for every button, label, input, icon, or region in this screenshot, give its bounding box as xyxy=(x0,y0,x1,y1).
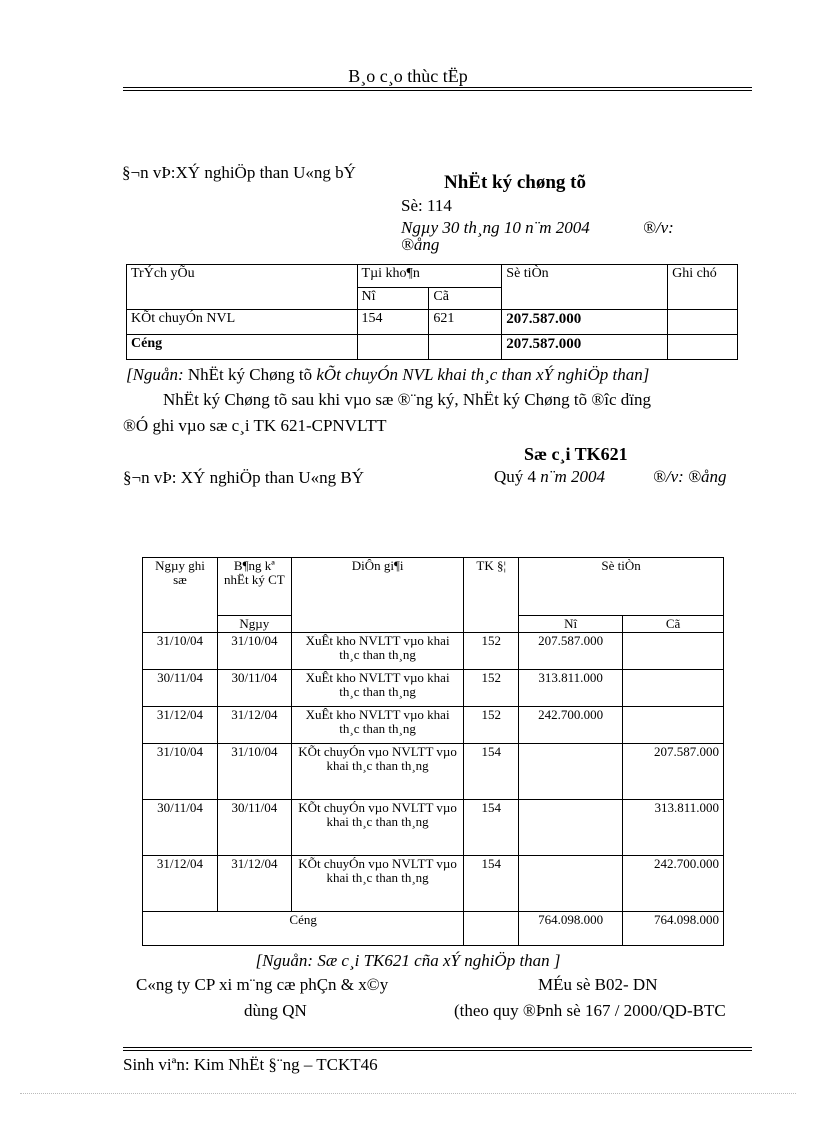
header-debit: Nî xyxy=(357,288,429,310)
footer-rule-top xyxy=(123,1047,752,1048)
currency-unit-2: ®/v: ®ång xyxy=(653,467,727,486)
journal-title: NhËt ký chøng tõ xyxy=(444,172,586,193)
table-row: KÕt chuyÓn NVL 154 621 207.587.000 xyxy=(127,310,738,335)
header-summary: TrÝch yÕu xyxy=(127,265,358,310)
header-credit: Cã xyxy=(429,288,502,310)
header-date: Ngµy ghi sæ xyxy=(143,558,218,633)
unit-label: §¬n vÞ:XÝ nghiÖp than U«ng bÝ xyxy=(122,163,356,182)
currency-unit-cut: ®ång xyxy=(401,235,440,254)
header-amount: Sè tiÒn xyxy=(502,265,668,310)
table-row: Céng 207.587.000 xyxy=(127,335,738,360)
header-rule-top xyxy=(123,87,752,88)
table-row: 30/11/04 30/11/04 KÕt chuyÓn vµo NVLTT vµo khai th¸c than th¸ng 154 313.811.000 xyxy=(143,800,724,856)
footer-rule-bottom xyxy=(123,1050,752,1051)
table-row: 31/12/04 31/12/04 XuÊt kho NVLTT vµo khai th¸c than th¸ng 152 242.700.000 xyxy=(143,707,724,744)
journal-table xyxy=(126,264,738,360)
company-line-1: C«ng ty CP xi m¨ng cæ phÇn & x©y xyxy=(136,975,389,994)
header-debit-2: Nî xyxy=(519,616,623,633)
table-row: 31/10/04 31/10/04 XuÊt kho NVLTT vµo khai th¸c than th¸ng 152 207.587.000 xyxy=(143,633,724,670)
table-total-row: Céng 764.098.000 764.098.000 xyxy=(143,912,724,946)
unit-label-2: §¬n vÞ: XÝ nghiÖp than U«ng BÝ xyxy=(123,468,364,487)
paragraph-line-2: ®Ó ghi vµo sæ c¸i TK 621-CPNVLTT xyxy=(123,416,387,435)
form-code: MÉu sè B02- DN xyxy=(538,975,658,994)
header-desc: DiÔn gi¶i xyxy=(291,558,463,633)
paragraph-line-1: NhËt ký Chøng tõ sau khi vµo sæ ®¨ng ký, NhËt ký Chøng tõ ®îc dïng xyxy=(163,390,652,409)
header-credit-2: Cã xyxy=(623,616,724,633)
table-row: 31/12/04 31/12/04 KÕt chuyÓn vµo NVLTT vµo khai th¸c than th¸ng 154 242.700.000 xyxy=(143,856,724,912)
source-note-2: [Nguån: Sæ c¸i TK621 cña xÝ nghiÖp than ] xyxy=(255,951,561,970)
ledger-table xyxy=(142,557,724,946)
quarter-label: Quý 4 n¨m 2004 xyxy=(494,467,605,486)
header-journal-date: Ngµy xyxy=(217,616,291,633)
header-amount-2: Sè tiÒn xyxy=(519,558,724,616)
table-row: 30/11/04 30/11/04 XuÊt kho NVLTT vµo khai th¸c than th¸ng 152 313.811.000 xyxy=(143,670,724,707)
header-tk: TK §¦ xyxy=(464,558,519,633)
ledger-title: Sæ c¸i TK621 xyxy=(524,444,628,464)
header-journal: B¶ng kª nhËt ký CT xyxy=(217,558,291,616)
header-note: Ghi chó xyxy=(668,265,738,310)
decision-reference: (theo quy ®Þnh sè 167 / 2000/QD-BTC xyxy=(454,1001,726,1020)
company-line-2: dùng QN xyxy=(244,1001,307,1020)
footer-student: Sinh viªn: Kim NhËt §¨ng – TCKT46 xyxy=(123,1055,378,1074)
page-header-title: B¸o c¸o thùc tËp xyxy=(348,66,468,86)
source-note-1: [Nguån: NhËt ký Chøng tõ kÕt chuyÓn NVL khai th¸c than xÝ nghiÖp than] xyxy=(126,365,650,384)
journal-number: Sè: 114 xyxy=(401,196,452,215)
journal-date: Ngµy 30 th¸ng 10 n¨m 2004 xyxy=(401,218,590,237)
page-bottom-dotted-line xyxy=(20,1093,796,1094)
currency-unit: ®/v: xyxy=(643,218,674,237)
header-rule-bottom xyxy=(123,90,752,91)
header-account: Tµi kho¶n xyxy=(357,265,502,288)
table-row: 31/10/04 31/10/04 KÕt chuyÓn vµo NVLTT vµo khai th¸c than th¸ng 154 207.587.000 xyxy=(143,744,724,800)
